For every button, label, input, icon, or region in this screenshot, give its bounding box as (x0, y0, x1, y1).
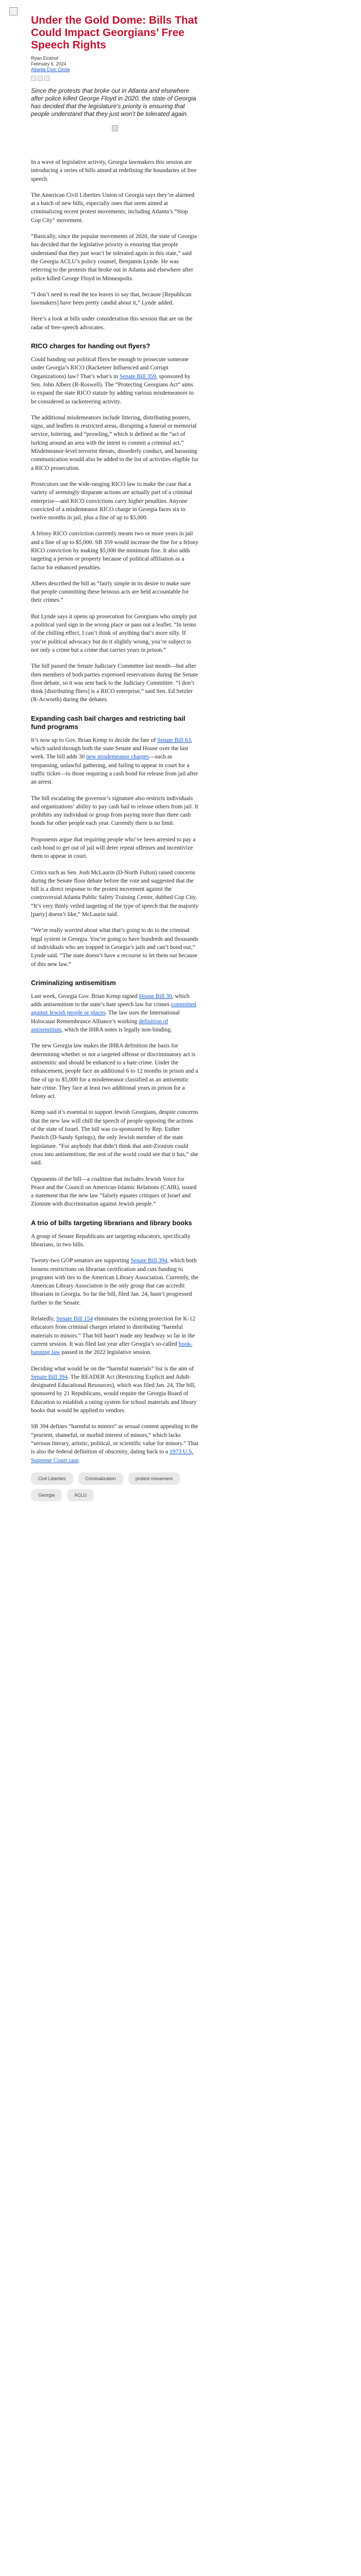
paragraph: The bill escalating the governor’s signature also restricts individuals and organizations’ ability to pay cash bail to release others from jail. It prohibits any individual or group from paying more than three cash bonds for other people each year. Currently there is no limit. (31, 795, 199, 827)
book-banning-law-link[interactable]: book-banning law (31, 1341, 193, 1356)
section-heading-antisemitism: Criminalizing antisemitism (31, 978, 116, 987)
paragraph: Proponents argue that requiring people who’ve been arrested to pay a cash bond to get out of jail will deter repeat offenses and incentivize them to appear in court. (31, 836, 196, 860)
tag[interactable]: ACLU (67, 1489, 94, 1501)
publish-date: February 6, 2024 (31, 61, 67, 66)
senate-bill-63-link[interactable]: Senate Bill 63 (157, 737, 191, 743)
paragraph: Opponents of the bill—a coalition that includes Jewish Voice for Peace and the Council on American-Islamic Relations (CAIR), issued a statement that the new law “falsely equates critiques of Israel and Zionism with discrimination against Jewish people.” (31, 1176, 196, 1208)
affiliate-link[interactable]: Atlanta Civic Circle (31, 67, 70, 72)
section-heading-libraries: A trio of bills targeting librarians and library books (31, 1218, 192, 1227)
paragraph: Kemp said it’s essential to support Jewish Georgians, despite concerns that the new law will chill the speech of people opposing the actions of the state of Israel. The bill was co-sponsored by Rep. Esther Panitch (D-Sandy Springs), the only Jewish member of the state legislature. “For anybody that didn’t think that anti-Zionism could cross into antisemitism, the rest of the world could see that it has,” she said. (31, 1109, 199, 1166)
tag[interactable]: Civil Liberties (31, 1472, 73, 1485)
author-name: Ryan Eickhof (31, 56, 59, 61)
tag[interactable]: protest movement (128, 1472, 180, 1485)
article-body (31, 158, 199, 1501)
paragraph: It’s now up to Gov. Brian Kemp to decide the fate of Senate Bill 63, which sailed through both the state Senate and House over the last week. The bill adds 30 new misdemeanor charges—such as trespassing, unlawful gathering, and failing to appear in court for a traffic ticket—to those requiring a cash bond for release from jail after an arrest. (31, 737, 198, 786)
paragraph: Critics such as Sen. Josh McLaurin (D-North Fulton) raised concerns during the Senate floor debate before the vote and suggested that the bill is a direct response to the protest movement against the controversial Atlanta Public Safety Training Center, dubbed Cop City. “It’s very thinly veiled targeting of the type of speech that the majority [party] doesn’t like,” McLaurin said. (31, 869, 199, 918)
senate-bill-154-link[interactable]: Senate Bill 154 (56, 1316, 93, 1323)
tag[interactable]: Criminalization (78, 1472, 123, 1485)
house-bill-30-link[interactable]: House Bill 30 (139, 993, 172, 999)
supreme-court-case-link[interactable]: 1973 U.S. Supreme Court case (31, 1449, 194, 1464)
paragraph: Albers described the bill as “fairly simple in its desire to make sure that people committing these heinous acts are held accountable for their crimes.” (31, 580, 191, 604)
section-heading-rico: RICO charges for handing out flyers? (31, 342, 151, 350)
paragraph: Relatedly, Senate Bill 154 eliminates the existing protection for K-12 educators from criminal charges related to distributing “harmful materials to minors.” That bill hasn’t made any headway so far in the current session. It was filed last year after Georgia’s so-called book-banning law passed in the 2022 legislative session. (31, 1316, 195, 1356)
paragraph: Last week, Georgia Gov. Brian Kemp signed House Bill 30, which adds antisemitism to the state’s hate speech law for crimes committed against Jewish people or places. The law uses the International Holocaust Remembrance Alliance’s working definition of antisemitism, which the IHRA notes is legally non-binding. (31, 993, 196, 1033)
tag[interactable]: Georgia (31, 1489, 62, 1501)
section-heading-bail: Expanding cash bail charges and restricting bail fund programs (31, 714, 186, 731)
paragraph: SB 394 defines “harmful to minors” as sexual content appealing to the “prurient, shameful, or morbid interest of minors,” which lacks “serious literary, artistic, political, or scientific value for minors.” That is also the federal definition of obscenity, dating back to a 1973 U.S. Supreme Court case. (31, 1423, 199, 1464)
paragraph: Deciding what would be on the “harmful materials” list is the aim of Senate Bill 394. The READER Act (Restricting Explicit and Adult-designated Educational Resources), which was filed Jan. 24, The bill, sponsored by 21 Republicans, would require the Georgia Board of Education to establish a rating system for school materials and library books that would be applied to vendors. (31, 1365, 197, 1414)
share-facebook-icon[interactable] (31, 76, 36, 81)
misdemeanor-charges-link[interactable]: new misdemeanor charges (86, 754, 149, 760)
paragraph: “We’re really worried about what that’s going to do to the criminal legal system in Georgia. You’re going to have hundreds and thousands of individuals who are trapped in Georgia’s jails and can’t bond out,” Lynde said. “The state doesn’t have a recourse to let them out because of this new law.” (31, 927, 199, 968)
senate-bill-394-link-2[interactable]: Senate Bill 394 (31, 1374, 68, 1380)
jewish-people-link[interactable]: committed against Jewish people or places (31, 1002, 196, 1016)
paragraph: In a wave of legislative activity, Georgia lawmakers this session are introducing a series of bills aimed at redefining the boundaries of free speech. (31, 159, 196, 182)
paragraph: A group of Senate Republicans are targeting educators, specifically librarians, in two bills. (31, 1233, 191, 1248)
antisemitism-definition-link[interactable]: definition of antisemitism (31, 1018, 169, 1033)
paragraph: Prosecutors use the wide-ranging RICO law to make the case that a variety of seemingly disparate actions are actually part of a criminal enterprise—and RICO convictions carry higher penalties. Anyone convicted of a misdemeanor RICO charge in Georgia faces six to twelve months in jail, plus a fine of up to $5,000. (31, 481, 192, 521)
paragraph: The additional misdemeanors include littering, distributing posters, signs, and leaflets in restricted areas, disrupting a funeral or memorial service, loitering, and “prowling,” which is defined as the “act of lurking around an area with the intent to commit a criminal act.” Misdemeanor-level terrorist threats, disorderly conduct, and harassing communication would also be added to the list of activities eligible for a RICO prosecution. (31, 414, 199, 471)
paragraph: The bill passed the Senate Judiciary Committee last month—but after then members of both parties expressed reservations during the Senate floor debate, so it was sent back to the Judiciary Committee. “I don’t think [distributing fliers] is a RICO enterprise,” said Sen. Ed Setzler (R-Acworth) during the debates. (31, 663, 199, 703)
senate-bill-394-link[interactable]: Senate Bill 394 (130, 1258, 168, 1264)
share-icons (31, 76, 199, 82)
article-title[interactable]: Under the Gold Dome: Bills That Could Impact Georgians’ Free Speech Rights (31, 14, 198, 51)
article-meta (31, 56, 199, 73)
paragraph: “Basically, since the popular movements of 2020, the state of Georgia has decided that the legislative priority is ensuring that people understand that they just won’t be tolerated again in this state,” said the Georgia ACLU’s policy counsel, Benjamin Lynde. He was referring to the protests that broke out in Atlanta and elsewhere after police killed George Floyd in Minneapolis. (31, 233, 197, 282)
paragraph: The American Civil Liberties Union of Georgia says they’re alarmed at a batch of new bills, especially ones that seem aimed at criminalizing recent protest movements, including Atlanta’s “Stop Cop City” movement. (31, 192, 194, 224)
share-twitter-icon[interactable] (38, 76, 43, 81)
paragraph: A felony RICO conviction currently means two or more years in jail and a fine of up to $5,000. SB 359 would increase the fine for a felony RICO conviction by making $5,000 the minimum fine. It also adds targeting a person or property because of political affiliation as a factor for enhanced penalties. (31, 531, 199, 571)
article-lede: Since the protests that broke out in Atlanta and elsewhere after police killed George Floyd in 2020, the state of Georgia has decided that the legislature's priority is ensuring that people understand that they just won’t be tolerated again. (31, 87, 196, 117)
article-column (31, 0, 199, 1501)
paragraph: Twenty-two GOP senators are supporting Senate Bill 394, which both loosens restrictions on librarian certification and cuts funding to programs with ties to the American Library Association. Currently, the American Library Association is the only group that can accredit librarians in Georgia. So far the bill, filed Jan. 24, hasn’t progressed further in the Senate. (31, 1258, 199, 1306)
tag-list (31, 1472, 199, 1502)
paragraph: Here’s a look at bills under consideration this session that are on the radar of free-speech advocates. (31, 316, 192, 331)
paragraph: Could handing out political fliers be enough to prosecute someone under Georgia’s RICO (Racketeer Influenced and Corrupt Organizations) law? That’s what’s in Senate Bill 359, sponsored by Sen. John Albers (R-Roswell). The “Protecting Georgians Act” aims to expand the state RICO statute by adding various misdemeanors to be considered as racketeering activity. (31, 357, 194, 405)
senate-bill-359-link[interactable]: Senate Bill 359 (119, 373, 156, 380)
paragraph: The new Georgia law makes the IHRA definition the basis for determining whether or not a targeted offense or discriminatory act is antisemitic and should be enhanced to a hate crime. Under the enhancement, people face an additional 6 to 12 months in prison and a fine of up to $5,000 for a misdemeanor classified as an antisemitic hate crime. They face at least two additional years in prison for a felony act. (31, 1043, 199, 1100)
brand-logo (9, 7, 18, 15)
hero-image-placeholder (112, 125, 118, 131)
share-email-icon[interactable] (44, 76, 50, 81)
paragraph: But Lynde says it opens up prosecution for Georgians who simply put a political yard sign in the wrong place or pass out a leaflet. “In terms of the chilling effect, I can’t think of anything that’s more silly. If you’re political advocacy but do it slightly wrong, you’re subject to not only a crime but a crime that carries years in prison.” (31, 613, 197, 653)
paragraph: “I don’t need to read the tea leaves to say that, because [Republican lawmakers] have been pretty candid about it,” Lynde added. (31, 291, 192, 307)
